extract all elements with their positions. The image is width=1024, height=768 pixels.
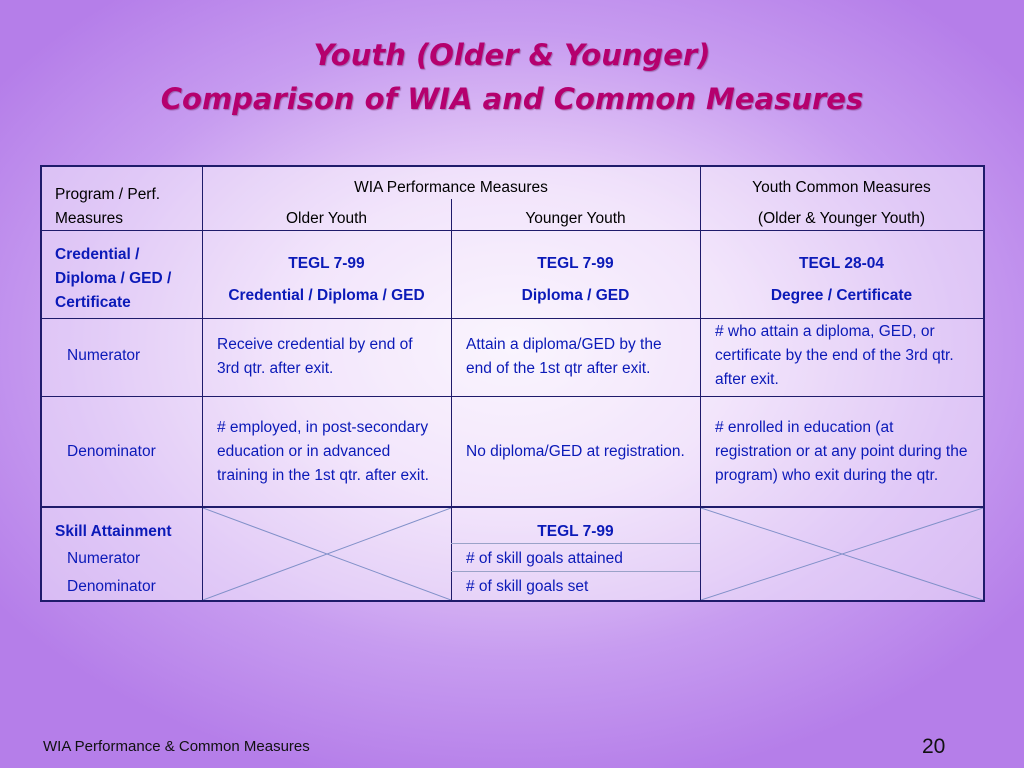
skill-numerator-value: # of skill goals attained [466, 550, 623, 567]
row-divider-skill-numerator [451, 571, 700, 572]
row-label-denominator: Denominator [67, 443, 156, 460]
slide-footer: WIA Performance & Common Measures [43, 738, 310, 755]
row-label-numerator: Numerator [67, 347, 141, 364]
denominator-younger: No diploma/GED at registration. [466, 443, 685, 460]
credential-common-tegl: TEGL 28-04 [798, 255, 884, 272]
empty-cell-cross-right [701, 508, 983, 600]
credential-older-measure: Credential / Diploma / GED [228, 287, 425, 304]
credential-younger-measure: Diploma / GED [521, 287, 630, 304]
row-label-skill-attainment: Skill Attainment [55, 523, 172, 540]
denominator-common: # enrolled in education (at registration or at any point during the program) who exit during the qtr. [715, 419, 968, 484]
credential-common-measure: Degree / Certificate [770, 287, 913, 304]
skill-tegl: TEGL 7-99 [537, 523, 614, 540]
denominator-older: # employed, in post-secondary education or in advanced training in the 1st qtr. after exit. [217, 419, 429, 484]
numerator-common: # who attain a diploma, GED, or certificate by the end of the 3rd qtr. after exit. [715, 323, 954, 388]
header-program-perf: Program / Perf. Measures [55, 186, 161, 227]
row-label-credential: Credential / Diploma / GED / Certificate [55, 246, 172, 311]
header-younger-youth: Younger Youth [525, 210, 626, 227]
header-common-subtitle: (Older & Younger Youth) [757, 210, 926, 227]
header-common-measures: Youth Common Measures [752, 179, 931, 196]
header-wia-group: WIA Performance Measures [354, 179, 548, 196]
credential-younger-tegl: TEGL 7-99 [537, 255, 614, 272]
row-divider-numerator [42, 396, 983, 397]
slide-title-line2: Comparison of WIA and Common Measures [160, 82, 864, 116]
slide-title-line1: Youth (Older & Younger) [313, 38, 711, 72]
row-divider-credential [42, 318, 983, 319]
row-label-skill-numerator: Numerator [67, 550, 141, 567]
empty-cell-cross-left [203, 508, 451, 600]
credential-older-tegl: TEGL 7-99 [288, 255, 365, 272]
numerator-older: Receive credential by end of 3rd qtr. after exit. [217, 336, 413, 377]
skill-denominator-value: # of skill goals set [466, 578, 589, 595]
page-number: 20 [922, 735, 946, 758]
numerator-younger: Attain a diploma/GED by the end of the 1st qtr after exit. [466, 336, 662, 377]
row-label-skill-denominator: Denominator [67, 578, 156, 595]
header-older-youth: Older Youth [285, 210, 367, 227]
comparison-table [40, 165, 985, 602]
